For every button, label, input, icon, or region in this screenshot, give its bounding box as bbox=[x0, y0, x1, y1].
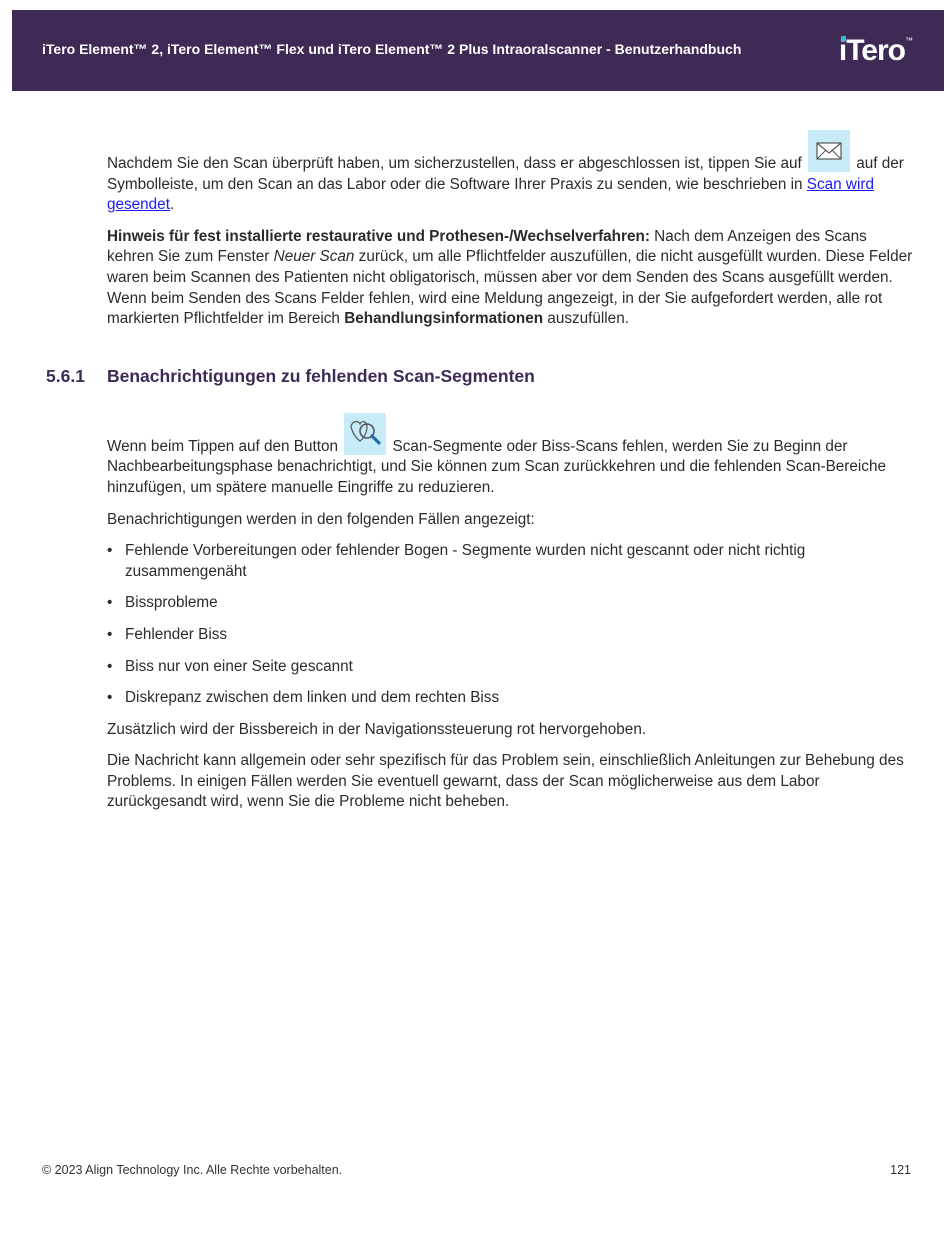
itero-logo bbox=[839, 34, 912, 68]
page-content bbox=[46, 130, 913, 824]
paragraph-text: Nach dem Anzeigen des Scans kehren Sie zum Fenster bbox=[107, 227, 867, 266]
review-magnifier-icon[interactable] bbox=[344, 413, 386, 455]
paragraph-text: Scan-Segmente oder Biss-Scans fehlen, werden Sie zu Beginn der Nachbearbeitungsphase benachrichtigt, und Sie können zum Scan zurückkehren und die fehlenden Scan-Bereiche hinzufügen, um spätere manuelle Eingriffe zu reduzieren. bbox=[107, 437, 886, 496]
paragraph-bite-highlight: Zusätzlich wird der Bissbereich in der Navigationssteuerung rot hervorgehoben. bbox=[107, 720, 647, 738]
scan-wird-gesendet-link[interactable]: Scan wird gesendet bbox=[107, 175, 874, 214]
page-header bbox=[12, 10, 944, 91]
section-title: Benachrichtigungen zu fehlenden Scan-Segmenten bbox=[107, 365, 535, 386]
logo-text: iTero bbox=[838, 34, 905, 67]
paragraph-text: Nachdem Sie den Scan überprüft haben, um sicherzustellen, dass er abgeschlossen ist, tippen Sie auf bbox=[107, 155, 802, 172]
list-item: • Fehlende Vorbereitungen oder fehlender Bogen - Segmente wurden nicht gescannt oder nicht richtig zusammengenäht bbox=[107, 541, 913, 582]
paragraph-text: zurück, um alle Pflichtfelder auszufüllen, die nicht ausgefüllt wurden. Diese Felder waren beim Scannen des Patienten nicht obligatorisch, müssen aber vor dem Senden des Scans ausgefüllt werden. Wenn beim Senden des Scans Felder fehlen, wird eine Meldung angezeigt, in der Sie aufgefordert werden, alle rot markierten Pflichtfelder im Bereich bbox=[107, 248, 913, 328]
section-heading bbox=[46, 365, 913, 387]
list-item: • Bissprobleme bbox=[107, 593, 913, 614]
document-title: iTero Element™ 2, iTero Element™ Flex und iTero Element™ 2 Plus Intraoralscanner - Benutzerhandbuch bbox=[42, 41, 742, 57]
paragraph-text: auf der Symbolleiste, um den Scan an das Labor oder die Software Ihrer Praxis zu senden, wie beschrieben in bbox=[107, 155, 904, 193]
list-item: • Fehlender Biss bbox=[107, 625, 913, 646]
copyright-text: © 2023 Align Technology Inc. Alle Rechte vorbehalten. bbox=[42, 1163, 343, 1177]
list-item: • Biss nur von einer Seite gescannt bbox=[107, 657, 913, 678]
section-name: Behandlungsinformationen bbox=[344, 310, 544, 328]
paragraph-missing-segments bbox=[107, 413, 913, 499]
notification-cases-list bbox=[107, 541, 913, 709]
paragraph-send-scan bbox=[107, 130, 913, 216]
page-number: 121 bbox=[890, 1163, 911, 1177]
section-number: 5.6.1 bbox=[46, 365, 85, 386]
paragraph-text: auszufüllen. bbox=[543, 310, 629, 328]
envelope-icon[interactable] bbox=[808, 130, 850, 172]
note-label: Hinweis für fest installierte restaurative und Prothesen-/Wechselverfahren: bbox=[107, 227, 650, 245]
list-item: • Diskrepanz zwischen dem linken und dem rechten Biss bbox=[107, 688, 913, 709]
paragraph-message-detail: Die Nachricht kann allgemein oder sehr spezifisch für das Problem sein, einschließlich Anleitungen zur Behebung des Problems. In einigen Fällen werden Sie eventuell gewarnt, dass der Scan möglicherweise aus dem Labor zurückgesandt wird, wenn Sie die Probleme nicht beheben. bbox=[107, 752, 904, 811]
paragraph-text: . bbox=[169, 196, 175, 214]
paragraph-note bbox=[107, 227, 913, 330]
paragraph-cases-intro: Benachrichtigungen werden in den folgenden Fällen angezeigt: bbox=[107, 510, 535, 528]
page-footer bbox=[42, 1163, 911, 1177]
paragraph-text: Wenn beim Tippen auf den Button bbox=[107, 437, 343, 455]
window-name: Neuer Scan bbox=[273, 248, 355, 266]
logo-trademark: ™ bbox=[905, 36, 912, 45]
